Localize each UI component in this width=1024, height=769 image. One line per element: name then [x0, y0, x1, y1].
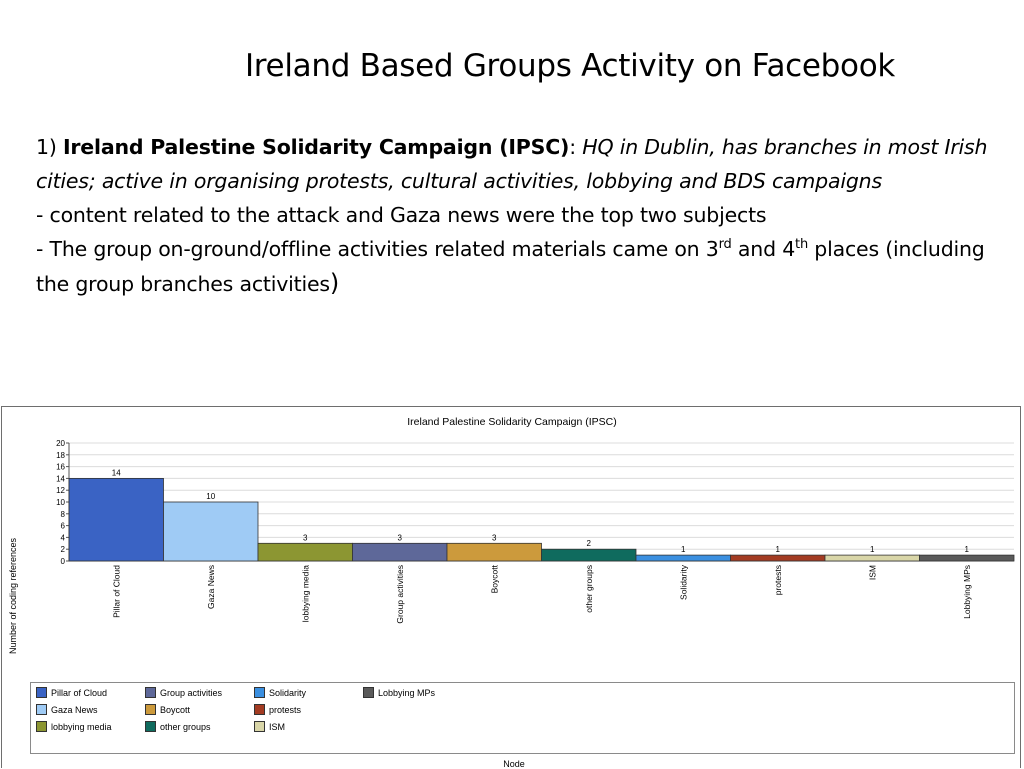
bar-other-groups [542, 549, 637, 561]
legend-label: Pillar of Cloud [51, 687, 108, 698]
legend-swatch [145, 704, 156, 715]
x-tick-label-group-activities: Group activities [394, 565, 405, 624]
bullet-two-part-a: - The group on-ground/offline activities related materials came on 3 [36, 237, 719, 261]
y-tick-label: 20 [56, 439, 65, 448]
slide-body [36, 130, 1016, 301]
x-tick-label-ism: ISM [867, 565, 878, 581]
legend-swatch [36, 704, 47, 715]
bar-ism [825, 555, 920, 561]
x-tick-label-boycott: Boycott [489, 565, 500, 594]
bar-protests [731, 555, 826, 561]
legend-item-solidarity [254, 687, 306, 698]
legend-label: other groups [160, 721, 211, 732]
y-tick-label: 14 [56, 474, 65, 484]
slide-title-text: Ireland Based Groups Activity on Facebook [244, 48, 896, 84]
bar-lobbying-mps [920, 555, 1015, 561]
legend-item-lobbying-media [36, 721, 112, 732]
legend-label: lobbying media [51, 721, 112, 732]
legend-item-pillar-of-cloud [36, 687, 107, 698]
data-label-lobbying-media: 3 [303, 533, 308, 543]
group-name: Ireland Palestine Solidarity Campaign (IPSC) [62, 135, 570, 159]
data-label-boycott: 3 [492, 533, 497, 543]
legend-swatch [36, 721, 47, 732]
bar-lobbying-media [258, 543, 353, 561]
item-number: 1) [36, 135, 63, 159]
bullet-two-part-c: places (including the group branches activities [36, 237, 985, 296]
legend-label: Solidarity [269, 687, 307, 698]
legend-swatch [254, 687, 265, 698]
bullet-one: - content related to the attack and Gaza news were the top two subjects [36, 203, 767, 227]
legend-label: ISM [269, 721, 286, 732]
y-tick-label: 18 [56, 450, 65, 460]
y-tick-label: 2 [60, 545, 65, 555]
group-description: HQ in Dublin, has branches in most Irish cities; active in organising protests, cultural activities, lobbying and BDS campaigns [36, 135, 988, 193]
legend-item-other-groups [145, 721, 211, 732]
chart-legend [30, 682, 1015, 754]
legend-swatch [363, 687, 374, 698]
legend-swatch [145, 687, 156, 698]
y-tick-label: 8 [60, 509, 65, 519]
bar-group-activities [353, 543, 448, 561]
bar-gaza-news [164, 502, 259, 561]
bullet-two-part-b: and 4 [731, 237, 796, 261]
x-tick-label-solidarity: Solidarity [678, 565, 689, 600]
superscript-rd: rd [718, 237, 732, 253]
y-tick-label: 12 [56, 486, 65, 496]
y-axis-title: Number of coding references [8, 537, 18, 655]
bar-pillar-of-cloud [69, 478, 164, 561]
legend-item-protests [254, 704, 301, 715]
y-tick-label: 6 [60, 521, 65, 531]
data-label-group-activities: 3 [397, 533, 402, 543]
legend-item-group-activities [145, 687, 222, 698]
bar-solidarity [636, 555, 731, 561]
data-label-pillar-of-cloud: 14 [111, 468, 121, 478]
x-tick-label-other-groups: other groups [583, 565, 594, 613]
legend-swatch [36, 687, 47, 698]
x-tick-label-pillar-of-cloud: Pillar of Cloud [111, 565, 122, 618]
data-label-ism: 1 [870, 545, 875, 555]
data-label-other-groups: 2 [586, 539, 591, 549]
colon: : [569, 135, 583, 159]
group-paragraph [36, 130, 1016, 198]
x-tick-label-lobbying-media: lobbying media [300, 565, 311, 623]
chart-title: Ireland Palestine Solidarity Campaign (IPSC) [407, 416, 617, 428]
data-label-lobbying-mps: 1 [964, 545, 969, 555]
legend-label: Gaza News [51, 704, 98, 715]
legend-swatch [254, 704, 265, 715]
slide-title [0, 48, 1024, 84]
y-tick-label: 0 [60, 557, 65, 566]
legend-swatch [145, 721, 156, 732]
y-tick-label: 10 [56, 498, 65, 507]
x-tick-label-gaza-news: Gaza News [205, 565, 216, 609]
bar-boycott [447, 543, 542, 561]
legend-label: Lobbying MPs [378, 687, 436, 698]
legend-item-ism [254, 721, 285, 732]
x-tick-label-protests: protests [772, 565, 783, 596]
legend-item-boycott [145, 704, 190, 715]
bullet-two [36, 232, 1016, 301]
x-axis-title: Node [503, 759, 525, 769]
superscript-th: th [795, 237, 808, 253]
legend-label: Boycott [160, 704, 191, 715]
x-tick-label-lobbying-mps: Lobbying MPs [961, 565, 972, 619]
closing-paren: ) [329, 269, 340, 297]
data-label-gaza-news: 10 [206, 492, 216, 501]
y-tick-label: 4 [60, 533, 65, 543]
data-label-solidarity: 1 [681, 545, 686, 555]
legend-label: protests [269, 704, 302, 715]
y-tick-label: 16 [56, 462, 65, 472]
chart-panel [1, 406, 1021, 768]
legend-item-lobbying-mps [363, 687, 435, 698]
legend-label: Group activities [160, 687, 223, 698]
legend-item-gaza-news [36, 704, 98, 715]
data-label-protests: 1 [775, 545, 780, 555]
legend-swatch [254, 721, 265, 732]
